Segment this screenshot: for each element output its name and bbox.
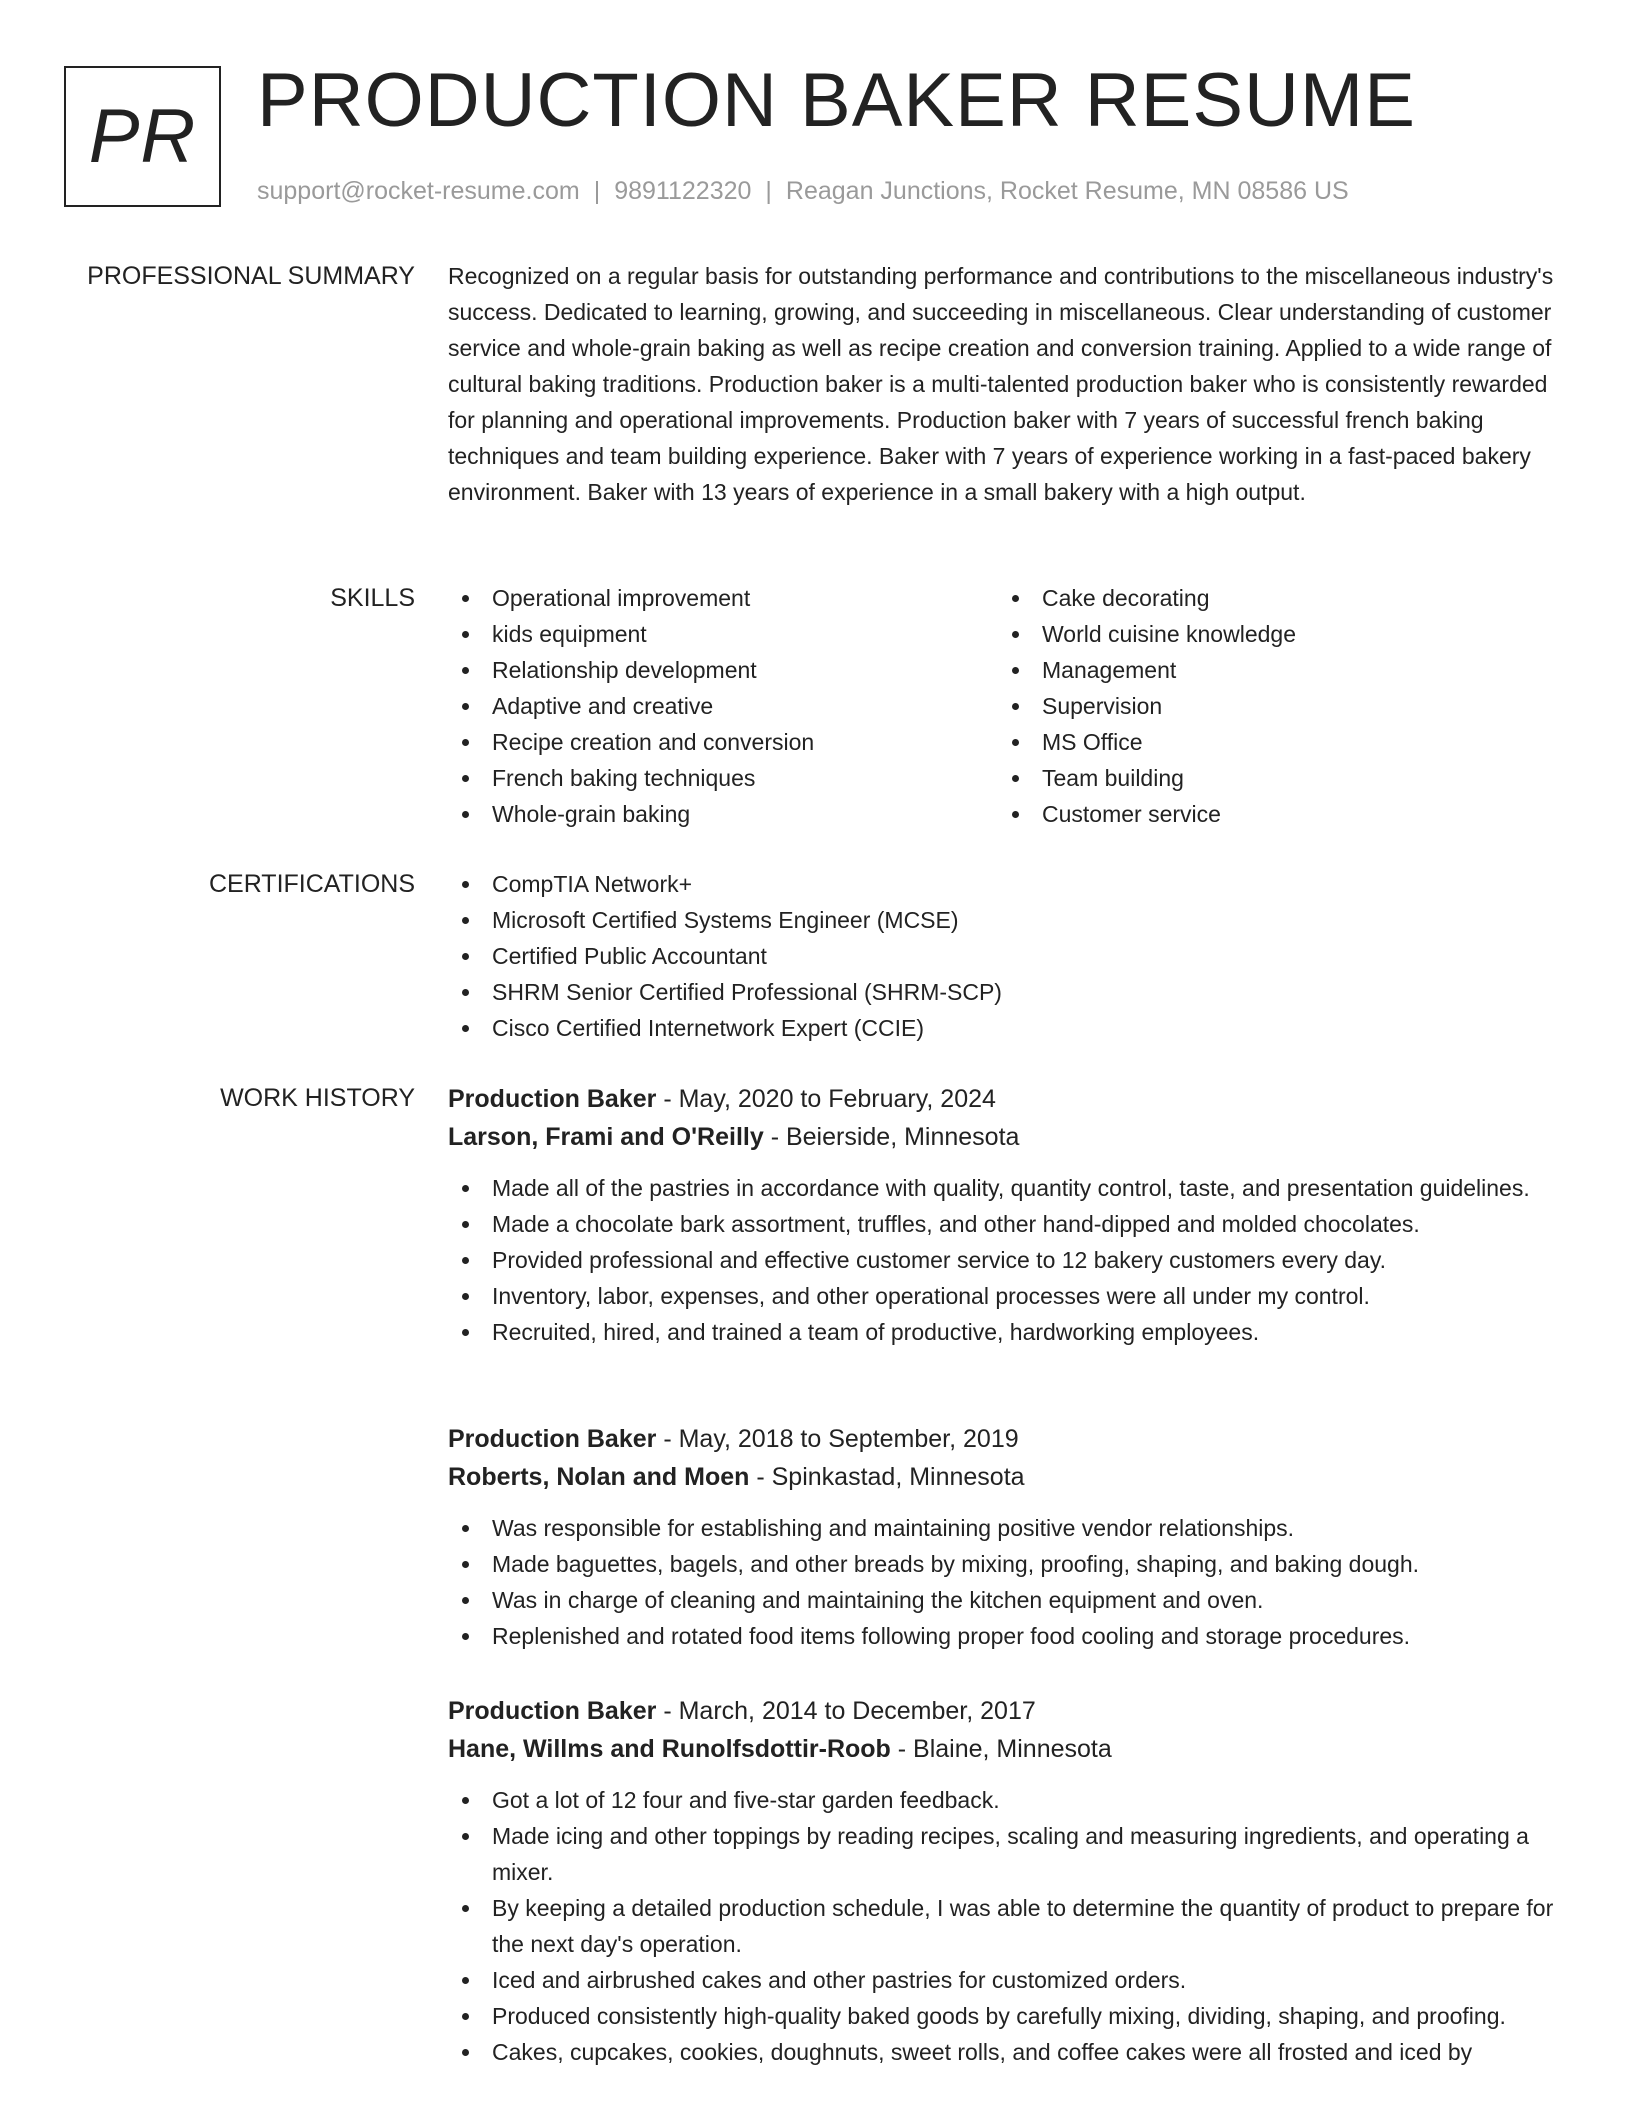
job-company: Roberts, Nolan and Moen — [448, 1463, 750, 1491]
job-location: - Blaine, Minnesota — [890, 1735, 1112, 1763]
summary-text: Recognized on a regular basis for outstanding performance and contributions to the miscellaneous industry's success. Dedicated to learning, growing, and succeeding in miscellaneous. Clear understanding of customer service and whole-grain baking as well as recipe creation and conversion training. Applied to a wide range of cultural baking traditions. Production baker is a multi-talented production baker who is consistently rewarded for planning and operational improvements. Production baker with 7 years of successful french baking techniques and team building experience. Baker with 7 years of experience working in a fast-paced bakery environment. Baker with 13 years of experience in a small bakery with a high output. — [448, 263, 1554, 505]
job-title-line — [448, 1420, 1558, 1458]
section-label-work-history: WORK HISTORY — [220, 1084, 415, 1112]
section-label-summary: PROFESSIONAL SUMMARY — [87, 262, 415, 290]
skill-item: Relationship development — [448, 652, 998, 688]
certification-item: CompTIA Network+ — [448, 866, 1558, 902]
certification-item: Microsoft Certified Systems Engineer (MCSE) — [448, 902, 1558, 938]
certification-item: Cisco Certified Internetwork Expert (CCIE) — [448, 1010, 1558, 1046]
job-bullet: By keeping a detailed production schedule, I was able to determine the quantity of product to prepare for the next day's operation. — [448, 1890, 1558, 1962]
skill-item: Whole-grain baking — [448, 796, 998, 832]
skill-item: Supervision — [998, 688, 1548, 724]
job-company: Larson, Frami and O'Reilly — [448, 1123, 764, 1151]
skills-list-left — [448, 580, 998, 832]
skill-item: Cake decorating — [998, 580, 1548, 616]
skill-item: World cuisine knowledge — [998, 616, 1548, 652]
contact-separator: | — [593, 177, 601, 205]
skill-item: MS Office — [998, 724, 1548, 760]
section-label-skills: SKILLS — [330, 584, 415, 612]
monogram-logo: PR — [64, 66, 221, 207]
skill-item: Operational improvement — [448, 580, 998, 616]
skills-list-right — [998, 580, 1548, 832]
job-entry — [448, 1080, 1558, 1350]
contact-separator: | — [765, 177, 772, 205]
skill-item: Customer service — [998, 796, 1548, 832]
certification-item: Certified Public Accountant — [448, 938, 1558, 974]
page-title: PRODUCTION BAKER RESUME — [257, 58, 1416, 143]
job-bullet: Recruited, hired, and trained a team of productive, hardworking employees. — [448, 1314, 1558, 1350]
job-location: - Beierside, Minnesota — [763, 1123, 1020, 1151]
job-title: Production Baker — [448, 1085, 657, 1113]
job-bullet: Replenished and rotated food items following proper food cooling and storage procedures. — [448, 1618, 1558, 1654]
job-title-line — [448, 1692, 1558, 1730]
job-bullets — [448, 1170, 1558, 1350]
contact-phone[interactable]: 9891122320 — [614, 177, 752, 205]
job-bullet: Was responsible for establishing and maintaining positive vendor relationships. — [448, 1510, 1558, 1546]
job-bullet: Made icing and other toppings by reading recipes, scaling and measuring ingredients, and operating a mixer. — [448, 1818, 1558, 1890]
section-label-certifications: CERTIFICATIONS — [208, 870, 415, 898]
job-title: Production Baker — [448, 1697, 657, 1725]
certification-item: SHRM Senior Certified Professional (SHRM-SCP) — [448, 974, 1558, 1010]
job-company-line — [448, 1458, 1558, 1496]
job-company-line — [448, 1118, 1558, 1156]
job-company-line — [448, 1730, 1558, 1768]
skill-item: Team building — [998, 760, 1548, 796]
job-title: Production Baker — [448, 1425, 657, 1453]
job-bullet: Inventory, labor, expenses, and other operational processes were all under my control. — [448, 1278, 1558, 1314]
job-title-line — [448, 1080, 1558, 1118]
job-bullet: Produced consistently high-quality baked goods by carefully mixing, dividing, shaping, and proofing. — [448, 1998, 1558, 2034]
job-bullet: Iced and airbrushed cakes and other pastries for customized orders. — [448, 1962, 1558, 1998]
job-bullet: Made a chocolate bark assortment, truffles, and other hand-dipped and molded chocolates. — [448, 1206, 1558, 1242]
job-bullets — [448, 1782, 1558, 2070]
job-company: Hane, Willms and Runolfsdottir-Roob — [448, 1735, 891, 1763]
job-location: - Spinkastad, Minnesota — [749, 1463, 1025, 1491]
job-entry — [448, 1420, 1558, 1654]
certifications-list — [448, 866, 1558, 1046]
skill-item: Management — [998, 652, 1548, 688]
job-bullet: Cakes, cupcakes, cookies, doughnuts, sweet rolls, and coffee cakes were all frosted and iced by — [448, 2034, 1558, 2070]
job-bullet: Was in charge of cleaning and maintaining the kitchen equipment and oven. — [448, 1582, 1558, 1618]
contact-email[interactable]: support@rocket-resume.com — [257, 177, 580, 205]
skill-item: Recipe creation and conversion — [448, 724, 998, 760]
skill-item: French baking techniques — [448, 760, 998, 796]
skill-item: kids equipment — [448, 616, 998, 652]
job-entry — [448, 1692, 1558, 2070]
contact-line — [257, 174, 1349, 208]
skills-grid — [448, 580, 1558, 832]
job-bullet: Made all of the pastries in accordance with quality, quantity control, taste, and presentation guidelines. — [448, 1170, 1558, 1206]
job-bullet: Provided professional and effective customer service to 12 bakery customers every day. — [448, 1242, 1558, 1278]
job-dates: - May, 2020 to February, 2024 — [656, 1085, 996, 1113]
job-bullets — [448, 1510, 1558, 1654]
job-dates: - May, 2018 to September, 2019 — [656, 1425, 1019, 1453]
skill-item: Adaptive and creative — [448, 688, 998, 724]
contact-address: Reagan Junctions, Rocket Resume, MN 08586 US — [785, 177, 1349, 205]
job-bullet: Made baguettes, bagels, and other breads by mixing, proofing, shaping, and baking dough. — [448, 1546, 1558, 1582]
job-bullet: Got a lot of 12 four and five-star garden feedback. — [448, 1782, 1558, 1818]
job-dates: - March, 2014 to December, 2017 — [656, 1697, 1036, 1725]
